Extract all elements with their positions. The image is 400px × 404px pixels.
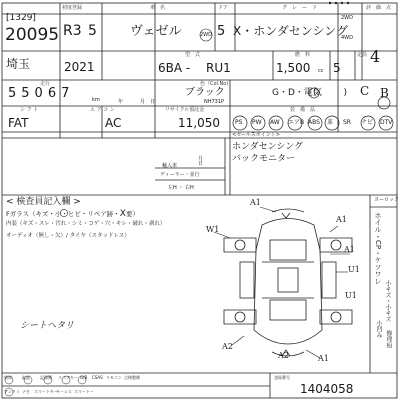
footer-smart-key: スマートキー: [34, 390, 58, 394]
model-code-label: 型 式: [185, 53, 200, 58]
footer-smart2: スマートー: [74, 390, 94, 394]
displacement-unit: cc: [318, 69, 324, 74]
lot-number: [1329]: [6, 14, 36, 23]
drive-2wd: 2WD: [200, 33, 212, 38]
sales-point-2: バックモニター: [232, 155, 295, 164]
inspector-line3: オーディオ（無し・欠）/ タイヤ（スタッドレス）: [6, 234, 130, 240]
shift: FAT: [8, 117, 28, 129]
handle-label: 左H ・ 右H: [168, 186, 194, 191]
side-notes-header: ヨーロック: [374, 198, 399, 203]
fglass-circled: 小: [55, 210, 62, 218]
car-name-label: 車 名: [150, 6, 165, 11]
equip-pw: PW: [252, 120, 262, 126]
equip-aw: AW: [270, 120, 280, 126]
damage-a1-right-mid: A1: [344, 246, 355, 254]
side-note-3: 小凹み: [375, 320, 381, 338]
damage-a2-bottom-left: A2: [222, 343, 233, 351]
equip-sr: SR: [343, 120, 351, 126]
damage-a2-bottom: A2: [278, 352, 289, 360]
displacement: 1,500: [276, 62, 310, 74]
month-unit: 月: [140, 100, 145, 105]
side-note-2: 小キズ・小キズ: [384, 280, 390, 322]
equip-navi: ナビ: [361, 120, 373, 126]
equip-leather: 革: [327, 120, 333, 126]
stock-number: 1404058: [300, 383, 353, 395]
drive-4wd: 4WD: [341, 36, 353, 41]
footer-gb: G/B: [80, 376, 87, 380]
handwritten-note: シートヘタリ: [20, 322, 74, 331]
color: ブラック: [185, 88, 225, 98]
inspector-title: < 検査員記入欄 >: [6, 198, 81, 207]
footer-spare-key: スペアキー: [58, 376, 78, 380]
color-label: 色（Col.No): [200, 82, 228, 87]
month-unit-r5: 月: [198, 157, 203, 162]
fuel-options: G・D・電気: [272, 89, 322, 98]
fuel-label: 燃 料: [295, 53, 310, 58]
year-unit: 年: [118, 100, 123, 105]
footer-records: 記録簿: [40, 376, 52, 380]
sales-point-label: <セールスポイント>: [232, 133, 280, 138]
sales-point-1: ホンダセンシング: [232, 143, 303, 152]
km-unit: km: [92, 98, 100, 103]
score-label: 評 価 点: [366, 6, 391, 11]
footer-unlimited: アンリミ: [4, 390, 20, 394]
recycle-fee: 11,050: [178, 117, 220, 129]
registration-label: 登録番号: [274, 376, 290, 380]
interior-score: C: [360, 85, 369, 97]
equip-airbag: エアB: [288, 120, 304, 126]
mileage-label: 走行: [40, 82, 50, 87]
ac-label: エ ア コ ン: [90, 108, 115, 113]
equip-ps: PS: [235, 120, 242, 126]
footer-csas: CSAS: [92, 376, 103, 380]
footer-navi: ナビ: [22, 390, 30, 394]
footer-remote: リモコン: [106, 376, 122, 380]
registration-month: 5: [88, 24, 97, 38]
damage-a1-bottom-right: A1: [318, 355, 329, 363]
damage-a1-right-top: A1: [336, 216, 347, 224]
fglass-prefix: Fガラス（キズ・: [6, 210, 55, 218]
equip-abs: ABS: [308, 120, 320, 126]
equipment-label: 装 備 品: [290, 108, 315, 113]
dealer-label: ディーラー・並行: [160, 173, 200, 178]
side-note-4: 修理痕: [385, 330, 391, 348]
footer-keyless: キーレス: [56, 390, 72, 394]
id-number: 20095: [5, 27, 59, 44]
inspector-line1: [6, 210, 139, 219]
day-unit: 日: [150, 100, 155, 105]
footer-inspection: 点検整備: [124, 376, 140, 380]
car-damage-diagram: [214, 207, 352, 358]
model-code: RU1: [206, 62, 231, 74]
fglass-mid: ・ヒビ・リペア跡・: [61, 210, 119, 218]
inspector-line2: 内装（キズ・スレ・汚れ・シミ・コゲ・穴・キレ・破れ・剥れ）: [6, 222, 165, 228]
ac: AC: [105, 117, 121, 129]
recycle-label: リサイクル預託金: [165, 108, 204, 113]
model-year: 2021: [64, 61, 95, 73]
damage-w1-left: W1: [206, 226, 219, 234]
damage-a1-top: A1: [250, 199, 261, 207]
doors-count: 5: [217, 25, 225, 38]
color-code: NH731P: [204, 100, 224, 105]
door-label: ドア: [218, 6, 228, 11]
grade: X・ホンダセンシング: [233, 25, 348, 37]
score-value: 4: [370, 49, 380, 65]
grade-label: グ レ ー ド: [282, 6, 317, 11]
damage-u1-right: U1: [348, 266, 360, 274]
import-label: 輸入車: [162, 164, 177, 169]
fglass-suffix: 要）: [126, 210, 139, 218]
damage-u1-right2: U1: [345, 292, 357, 300]
footer-manual: 取説: [22, 376, 30, 380]
fuel-paren: ( ): [313, 89, 347, 98]
model-code-prefix: 6BA -: [158, 62, 190, 74]
footer-new-car: 新車: [4, 376, 12, 380]
equip-dtv: DTV: [380, 120, 392, 126]
year-label: 初度登録: [62, 6, 82, 11]
fglass-x-mark: X: [120, 209, 126, 219]
capacity-label: 定員: [357, 53, 367, 58]
side-note-1: ホイル・CP・ケツワレ: [374, 212, 381, 284]
registration-year: R3: [63, 24, 82, 38]
capacity: 5: [333, 62, 341, 74]
car-name: ヴェゼル: [130, 25, 181, 38]
prefecture: 埼玉: [6, 58, 30, 70]
drive-2wd-box: 2WD: [341, 16, 353, 21]
mileage: 55067: [8, 87, 74, 100]
shift-label: シ フ ト: [20, 108, 38, 113]
exterior-score: B: [380, 87, 389, 99]
day-unit-r5: 日: [198, 162, 203, 167]
